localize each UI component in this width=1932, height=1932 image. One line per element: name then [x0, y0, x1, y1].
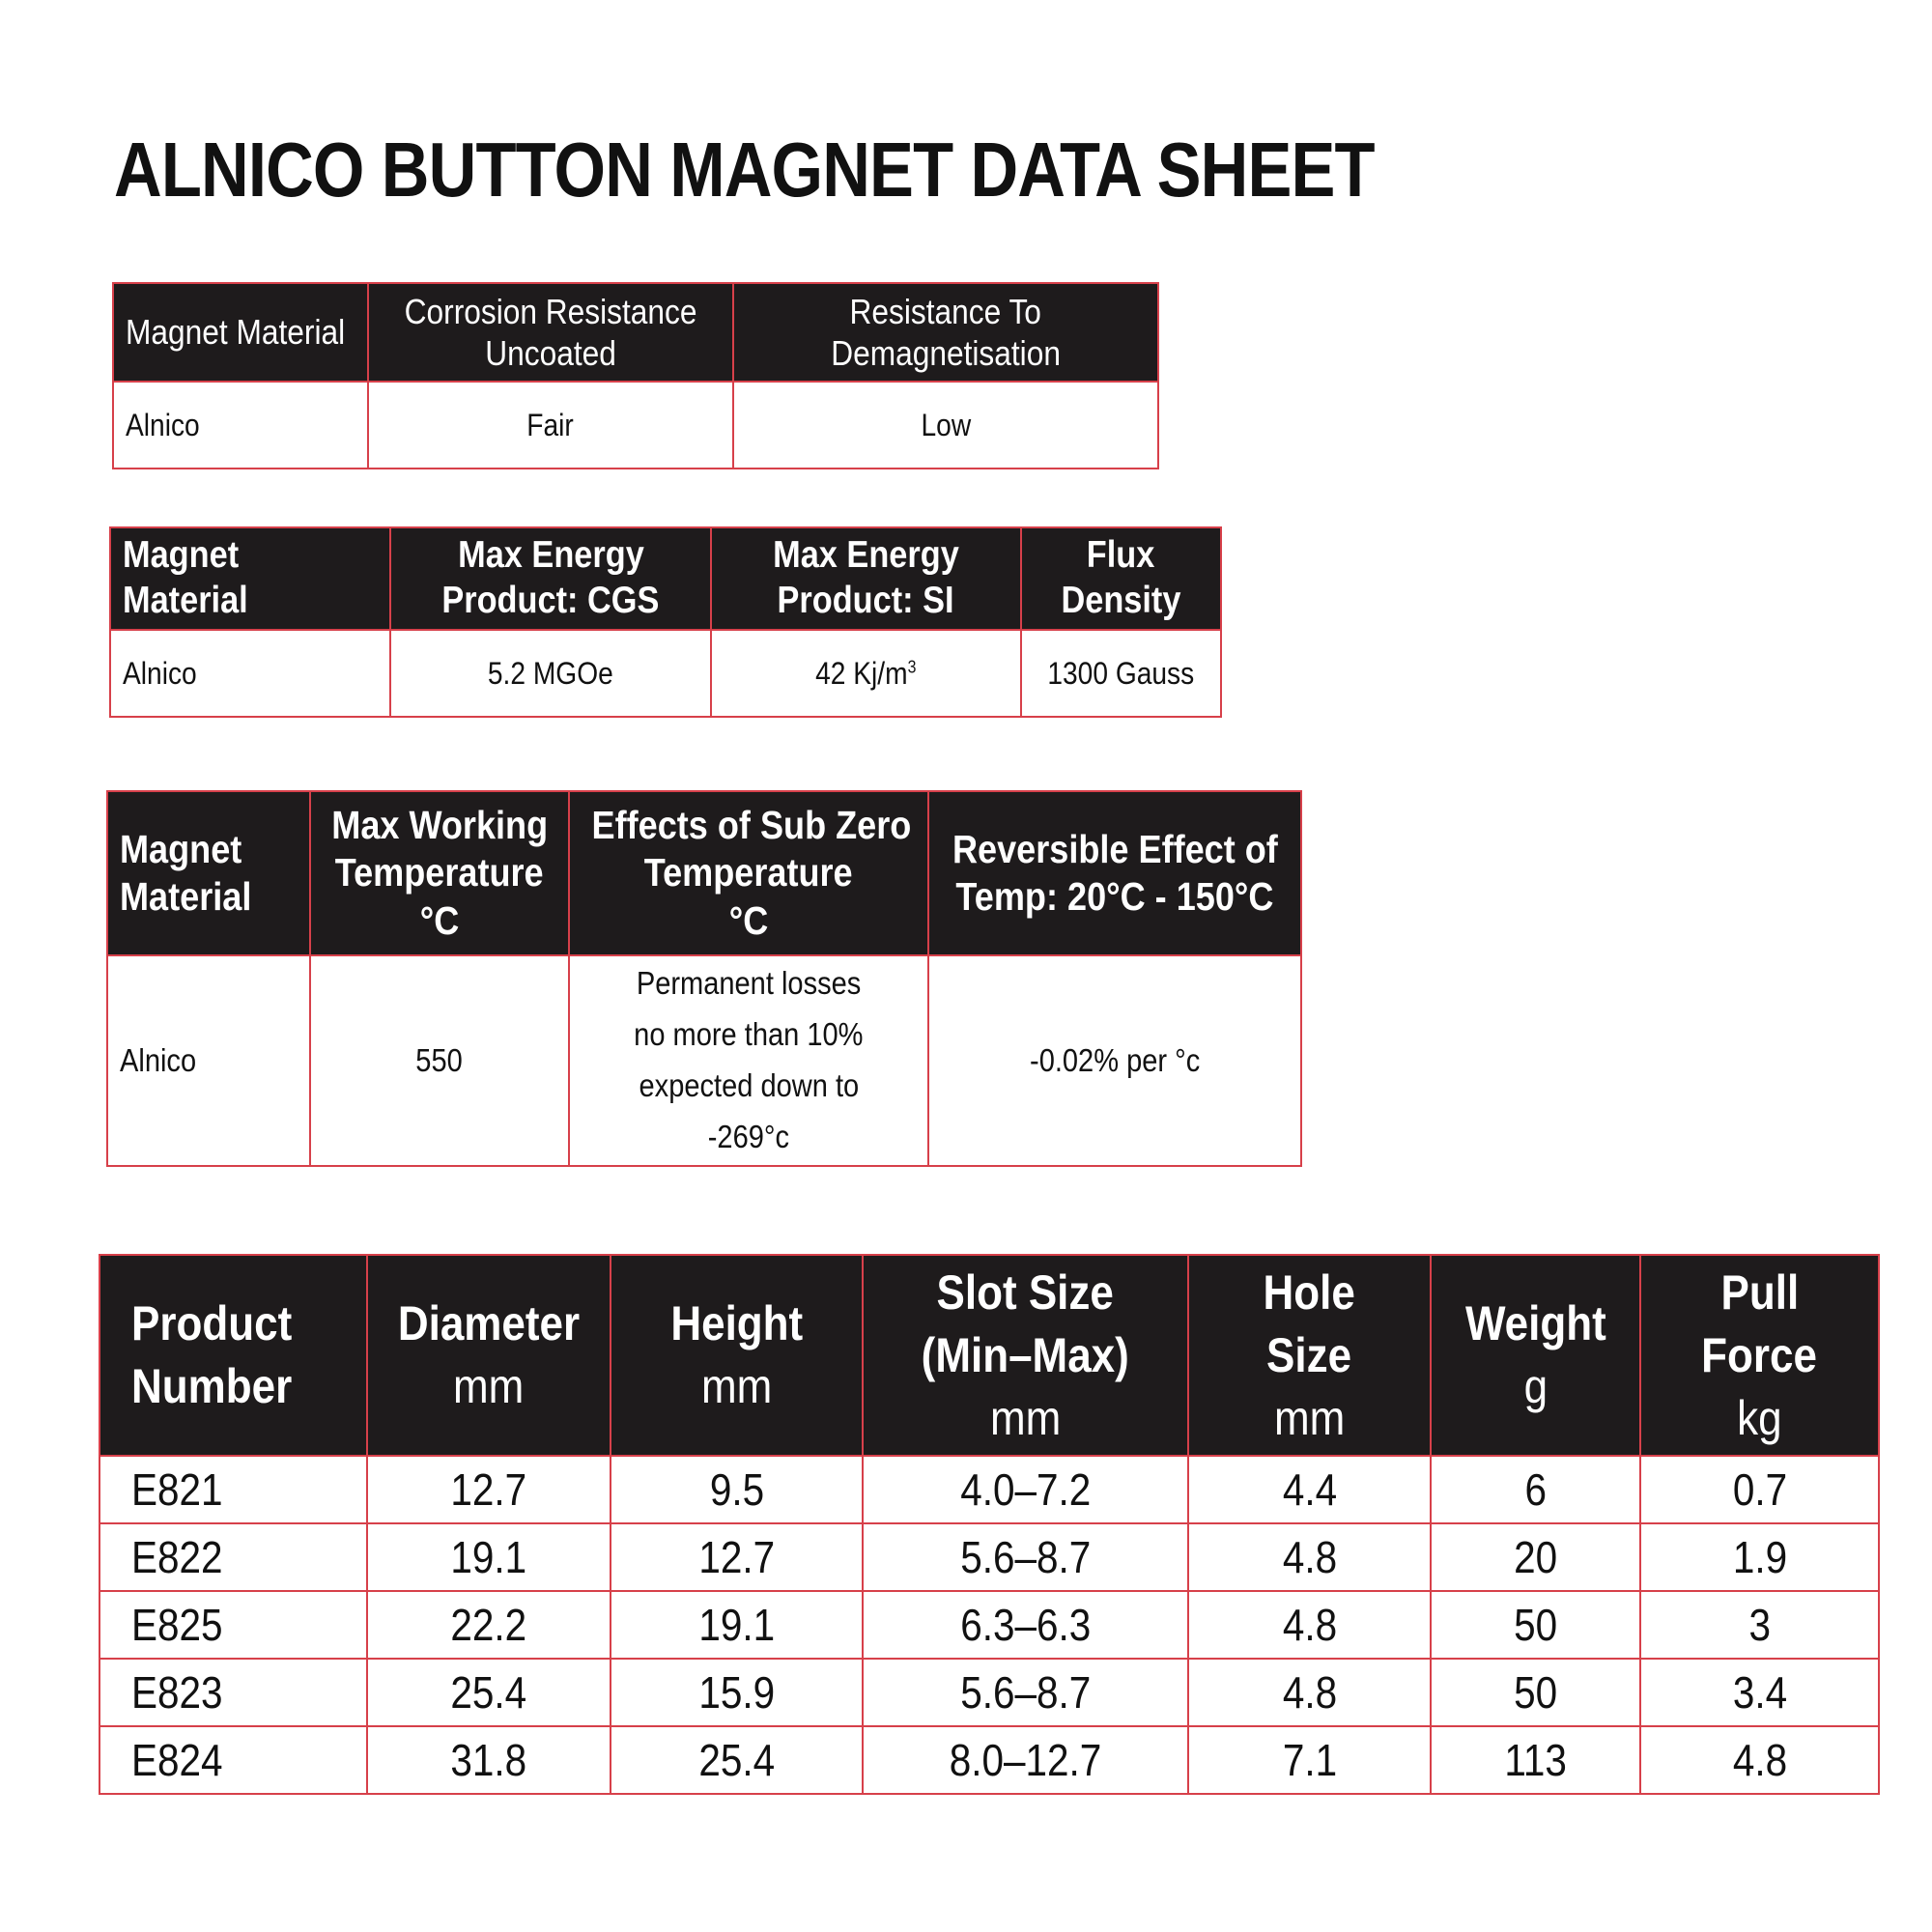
cell-weight: 50 [1431, 1591, 1640, 1659]
cell-demagnetisation: Low [733, 382, 1158, 469]
cell-hole-size: 4.8 [1188, 1523, 1431, 1591]
cell-diameter: 25.4 [367, 1659, 611, 1726]
cell-height: 15.9 [611, 1659, 863, 1726]
cell-slot-size: 5.6–8.7 [863, 1523, 1188, 1591]
cell-weight: 50 [1431, 1659, 1640, 1726]
cell-height: 19.1 [611, 1591, 863, 1659]
cell-diameter: 22.2 [367, 1591, 611, 1659]
header-height: Height mm [611, 1255, 863, 1456]
header-pull-force: Pull Force kg [1640, 1255, 1879, 1456]
header-weight: Weight g [1431, 1255, 1640, 1456]
cell-height: 25.4 [611, 1726, 863, 1794]
cell-pull-force: 3 [1640, 1591, 1879, 1659]
cell-corrosion: Fair [368, 382, 733, 469]
cell-reversible: -0.02% per °c [928, 955, 1301, 1166]
corrosion-demagnetisation-table [112, 282, 1159, 469]
header-flux-density: Flux Density [1021, 527, 1221, 630]
cell-diameter: 12.7 [367, 1456, 611, 1523]
header-max-energy-cgs: Max Energy Product: CGS [390, 527, 711, 630]
table-row [99, 1659, 1879, 1726]
header-resistance-demagnetisation: Resistance To Demagnetisation [733, 283, 1158, 382]
header-corrosion-resistance: Corrosion Resistance Uncoated [368, 283, 733, 382]
table-row [99, 1523, 1879, 1591]
cell-hole-size: 7.1 [1188, 1726, 1431, 1794]
energy-flux-table [109, 526, 1222, 718]
cell-diameter: 19.1 [367, 1523, 611, 1591]
cell-pull-force: 1.9 [1640, 1523, 1879, 1591]
cell-subzero-effects: Permanent losses no more than 10% expected down to -269°c [569, 955, 928, 1166]
cell-diameter: 31.8 [367, 1726, 611, 1794]
cell-weight: 113 [1431, 1726, 1640, 1794]
cell-weight: 6 [1431, 1456, 1640, 1523]
header-slot-size: Slot Size (Min–Max) mm [863, 1255, 1188, 1456]
cell-si: 42 $Kj/m^3$ [711, 630, 1021, 717]
table-header-row [99, 1255, 1879, 1456]
table-header-row [110, 527, 1221, 630]
header-magnet-material: Magnet Material [107, 791, 310, 955]
product-dimensions-table [99, 1254, 1880, 1795]
cell-pull-force: 3.4 [1640, 1659, 1879, 1726]
cell-material: Alnico [113, 382, 368, 469]
table-row [99, 1726, 1879, 1794]
temperature-table [106, 790, 1302, 1167]
cell-hole-size: 4.8 [1188, 1591, 1431, 1659]
cell-cgs: 5.2 MGOe [390, 630, 711, 717]
cell-material: Alnico [110, 630, 390, 717]
cell-height: 9.5 [611, 1456, 863, 1523]
header-max-working-temperature: Max Working Temperature °C [310, 791, 569, 955]
page-title: ALNICO BUTTON MAGNET DATA SHEET [114, 127, 1375, 213]
cell-product-number: E822 [99, 1523, 367, 1591]
cell-max-temp: 550 [310, 955, 569, 1166]
table-row [99, 1591, 1879, 1659]
cell-pull-force: 4.8 [1640, 1726, 1879, 1794]
cell-pull-force: 0.7 [1640, 1456, 1879, 1523]
table-row [113, 382, 1158, 469]
cell-hole-size: 4.8 [1188, 1659, 1431, 1726]
cell-slot-size: 4.0–7.2 [863, 1456, 1188, 1523]
header-reversible-effect: Reversible Effect of Temp: 20°C - 150°C [928, 791, 1301, 955]
cell-weight: 20 [1431, 1523, 1640, 1591]
cell-slot-size: 5.6–8.7 [863, 1659, 1188, 1726]
table-row [107, 955, 1301, 1166]
cell-flux: 1300 Gauss [1021, 630, 1221, 717]
table-row [110, 630, 1221, 717]
cell-material: Alnico [107, 955, 310, 1166]
cell-product-number: E825 [99, 1591, 367, 1659]
cell-product-number: E821 [99, 1456, 367, 1523]
header-sub-zero-effects: Effects of Sub Zero Temperature °C [569, 791, 928, 955]
header-hole-size: Hole Size mm [1188, 1255, 1431, 1456]
header-magnet-material: Magnet Material [110, 527, 390, 630]
table-header-row [107, 791, 1301, 955]
header-diameter: Diameter mm [367, 1255, 611, 1456]
table-header-row [113, 283, 1158, 382]
cell-slot-size: 8.0–12.7 [863, 1726, 1188, 1794]
cell-hole-size: 4.4 [1188, 1456, 1431, 1523]
cell-product-number: E823 [99, 1659, 367, 1726]
table-row [99, 1456, 1879, 1523]
cell-product-number: E824 [99, 1726, 367, 1794]
header-magnet-material: Magnet Material [113, 283, 368, 382]
header-max-energy-si: Max Energy Product: SI [711, 527, 1021, 630]
cell-height: 12.7 [611, 1523, 863, 1591]
header-product-number: Product Number [99, 1255, 367, 1456]
cell-slot-size: 6.3–6.3 [863, 1591, 1188, 1659]
